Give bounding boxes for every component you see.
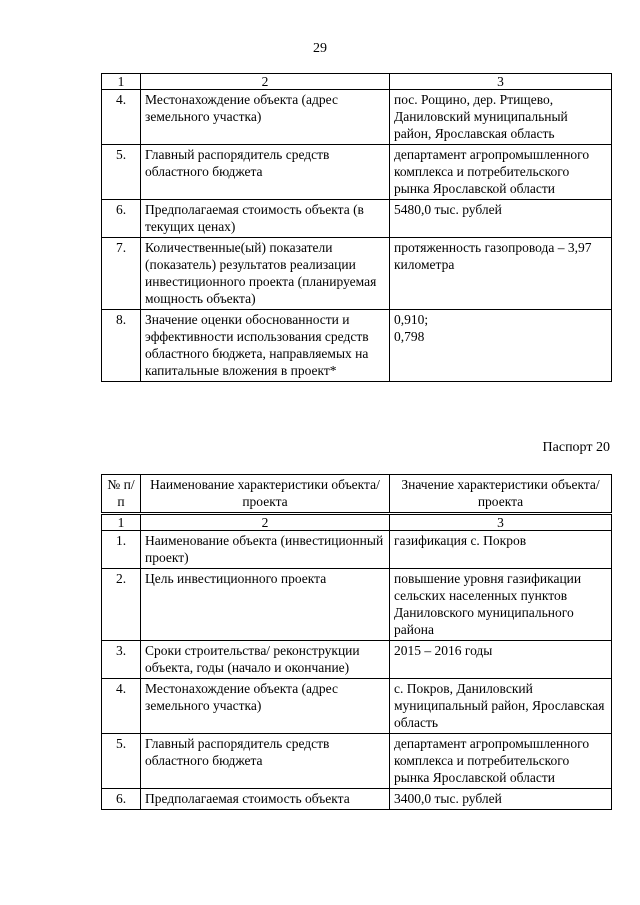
characteristic-name: Предполагаемая стоимость объекта (141, 789, 390, 810)
characteristic-value: газификация с. Покров (390, 531, 612, 569)
characteristic-name: Главный распорядитель средств областного бюджета (141, 734, 390, 789)
characteristic-name: Наименование объекта (инвестиционный проект) (141, 531, 390, 569)
table-row (102, 789, 612, 810)
passport-table (101, 474, 612, 810)
characteristic-value: 5480,0 тыс. рублей (390, 200, 612, 238)
characteristic-value: 0,910; 0,798 (390, 310, 612, 382)
characteristic-value: с. Покров, Даниловский муниципальный район, Ярославская область (390, 679, 612, 734)
characteristic-value: пос. Рощино, дер. Ртищево, Даниловский муниципальный район, Ярославская область (390, 90, 612, 145)
column-header-row (102, 475, 612, 514)
row-number: 3. (102, 641, 141, 679)
characteristic-value: протяженность газопровода – 3,97 километра (390, 238, 612, 310)
column-number: 3 (390, 74, 612, 90)
column-number-row (102, 514, 612, 531)
row-number: 6. (102, 789, 141, 810)
table-row (102, 90, 612, 145)
row-number: 4. (102, 679, 141, 734)
characteristic-name: Местонахождение объекта (адрес земельного участка) (141, 679, 390, 734)
column-number: 1 (102, 514, 141, 531)
column-header-number: № п/п (102, 475, 141, 514)
column-number: 1 (102, 74, 141, 90)
characteristic-name: Местонахождение объекта (адрес земельного участка) (141, 90, 390, 145)
passport-table-continued (101, 73, 612, 382)
row-number: 5. (102, 734, 141, 789)
characteristic-name: Предполагаемая стоимость объекта (в текущих ценах) (141, 200, 390, 238)
table-row (102, 641, 612, 679)
characteristic-name: Количественные(ый) показатели (показатель) результатов реализации инвестиционного проекта (планируемая мощность объекта) (141, 238, 390, 310)
table-row (102, 238, 612, 310)
characteristic-value: департамент агропромышленного комплекса и потребительского рынка Ярославской области (390, 734, 612, 789)
table-row (102, 569, 612, 641)
table-row (102, 531, 612, 569)
row-number: 5. (102, 145, 141, 200)
characteristic-name: Цель инвестиционного проекта (141, 569, 390, 641)
table-row (102, 679, 612, 734)
column-number-row (102, 74, 612, 90)
table-row (102, 145, 612, 200)
characteristic-value: департамент агропромышленного комплекса и потребительского рынка Ярославской области (390, 145, 612, 200)
characteristic-value: 2015 – 2016 годы (390, 641, 612, 679)
row-number: 4. (102, 90, 141, 145)
column-number: 2 (141, 74, 390, 90)
column-header-value: Значение характеристики объекта/проекта (390, 475, 612, 514)
characteristic-name: Сроки строительства/ реконструкции объекта, годы (начало и окончание) (141, 641, 390, 679)
column-header-name: Наименование характеристики объекта/проекта (141, 475, 390, 514)
characteristic-name: Значение оценки обоснованности и эффективности использования средств областного бюджета, направляемых на капитальные вложения в проект* (141, 310, 390, 382)
column-number: 2 (141, 514, 390, 531)
page-number: 29 (313, 41, 327, 56)
table-row (102, 200, 612, 238)
column-number: 3 (390, 514, 612, 531)
table-row (102, 310, 612, 382)
characteristic-value: 3400,0 тыс. рублей (390, 789, 612, 810)
table-row (102, 734, 612, 789)
characteristic-name: Главный распорядитель средств областного бюджета (141, 145, 390, 200)
row-number: 6. (102, 200, 141, 238)
characteristic-value: повышение уровня газификации сельских населенных пунктов Даниловского муниципального района (390, 569, 612, 641)
passport-title: Паспорт 20 (542, 440, 610, 455)
row-number: 8. (102, 310, 141, 382)
row-number: 1. (102, 531, 141, 569)
row-number: 2. (102, 569, 141, 641)
row-number: 7. (102, 238, 141, 310)
